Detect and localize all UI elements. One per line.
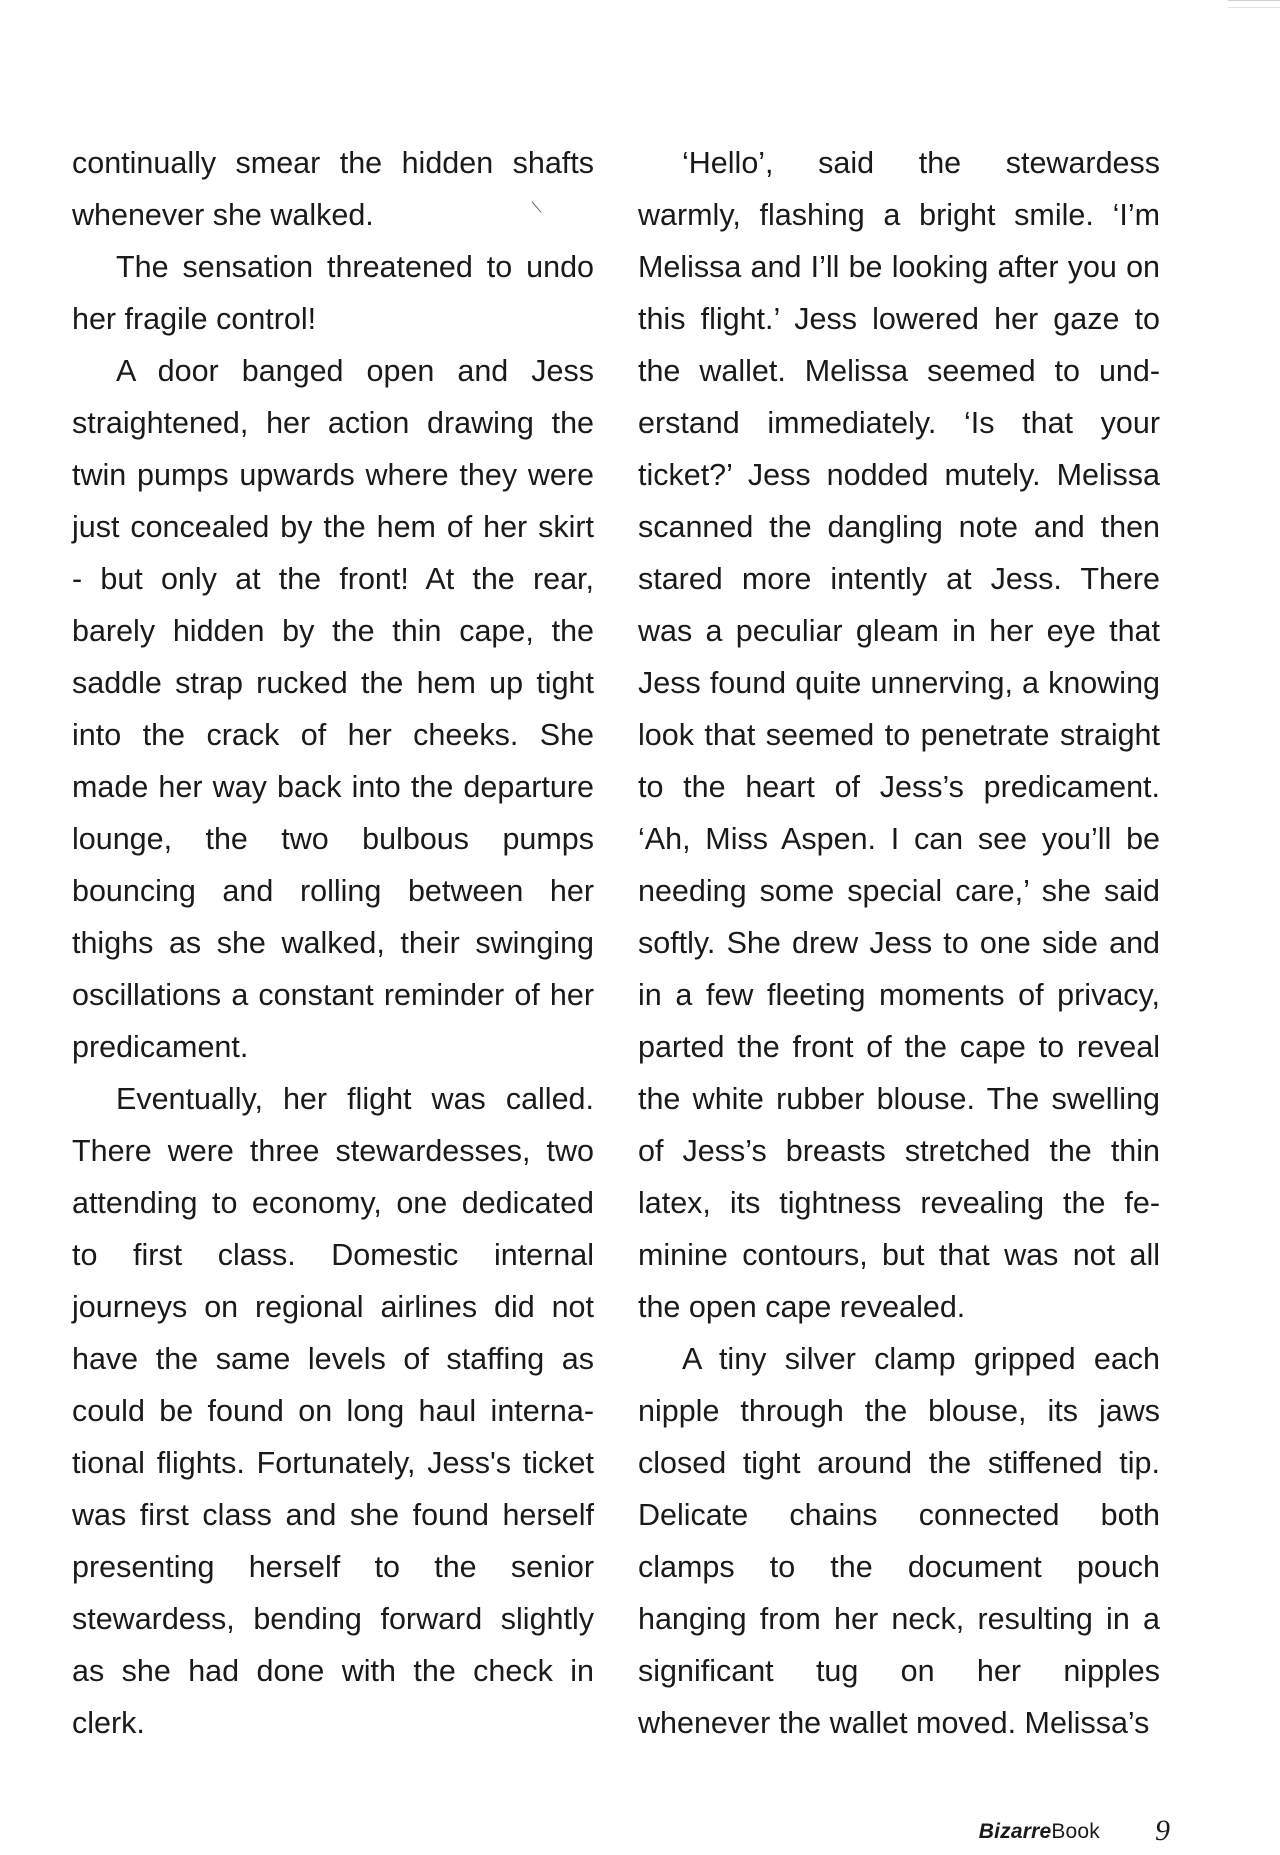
- paragraph: A door banged open and Jess straightened, her action drawing the twin pumps upwards where they were just concealed by the hem of her skirt - but only at the front! At the rear, barely hidden by the thin cape, the saddle strap rucked the hem up tight into the crack of her cheeks. She made her way back into the departure lounge, the two bulbous pumps bouncing and rolling between her thighs as she walked, their swinging oscillations a constant reminder of her predicament.: [72, 354, 594, 1064]
- right-text-column: [638, 137, 1160, 1749]
- paragraph: The sensation threatened to undo her fragile control!: [72, 250, 594, 336]
- paragraph: continually smear the hidden shafts whenever she walked.: [72, 146, 594, 232]
- page-number: 9: [1155, 1814, 1170, 1847]
- scan-edge-mark: [1228, 0, 1280, 8]
- brand-regular-part: Book: [1051, 1820, 1100, 1843]
- paragraph: A tiny silver clamp gripped each nipple through the blouse, its jaws closed tight around the stiffened tip. Delicate chains connected both clamps to the document pouch hanging from her neck, resulting in a significant tug on her nipples whenever the wallet moved. Melissa’s: [638, 1342, 1160, 1740]
- brand-bold-part: Bizarre: [978, 1820, 1052, 1843]
- paragraph: ‘Hello’, said the stewardess warmly, flashing a bright smile. ‘I’m Melissa and I’ll be looking after you on this flight.’ Jess lowered her gaze to the wallet. Melissa seemed to understand immediately. ‘Is that your ticket?’ Jess nodded mutely. Melissa scanned the dangling note and then stared more intently at Jess. There was a peculiar gleam in her eye that Jess found quite unnerving, a knowing look that seemed to penetrate straight to the heart of Jess’s predicament. ‘Ah, Miss Aspen. I can see you’ll be needing some special care,’ she said softly. She drew Jess to one side and in a few fleeting moments of privacy, parted the front of the cape to reveal the white rubber blouse. The swelling of Jess’s breasts stretched the thin latex, its tightness revealing the feminine contours, but that was not all the open cape revealed.: [638, 146, 1160, 1324]
- publication-brand: [979, 1820, 1100, 1844]
- left-text-column: [72, 137, 594, 1749]
- page-footer: [0, 1814, 1280, 1848]
- paragraph: Eventually, her flight was called. There were three stewardesses, two attending to economy, one dedicated to first class. Domestic internal journeys on regional airlines did not have the same levels of staffing as could be found on long haul international flights. Fortunately, Jess's ticket was first class and she found herself presenting herself to the senior stewardess, bending forward slightly as she had done with the check in clerk.: [72, 1082, 594, 1740]
